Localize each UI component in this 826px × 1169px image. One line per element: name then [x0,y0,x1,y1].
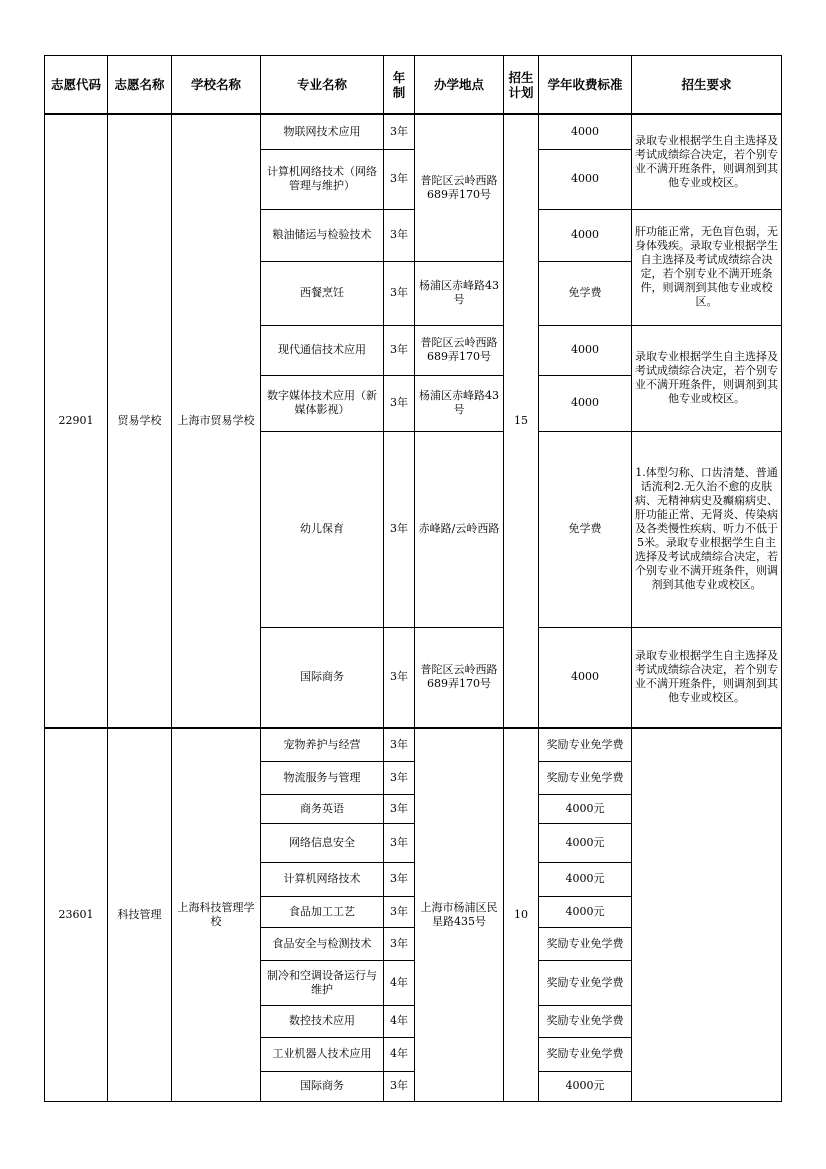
fee: 免学费 [539,431,632,627]
major-years: 3年 [384,114,415,149]
fee: 4000元 [539,862,632,896]
school-code: 22901 [45,114,108,728]
major-years: 3年 [384,862,415,896]
location: 杨浦区赤峰路43号 [415,375,504,431]
header-major: 专业名称 [261,56,384,115]
header-school: 学校名称 [172,56,261,115]
header-quota: 招生计划 [504,56,539,115]
fee: 4000 [539,209,632,261]
header-code: 志愿代码 [45,56,108,115]
header-requirements: 招生要求 [632,56,782,115]
major-years: 3年 [384,325,415,375]
requirement: 1.体型匀称、口齿清楚、普通话流利2.无久治不愈的皮肤病、无精神病史及癫痫病史、肝功能正常、无肾炎、传染病及各类慢性疾病、听力不低于5米。录取专业根据学生自主选择及考试成绩综合决定，若个别专业不满开班条件，则调剂到其他专业或校区。 [632,431,782,627]
major-name: 宠物养护与经营 [261,728,384,761]
header-fee: 学年收费标准 [539,56,632,115]
major-name: 数字媒体技术应用（新媒体影视） [261,375,384,431]
major-name: 现代通信技术应用 [261,325,384,375]
major-years: 3年 [384,375,415,431]
major-name: 计算机网络技术 [261,862,384,896]
fee: 4000 [539,325,632,375]
major-name: 数控技术应用 [261,1005,384,1037]
major-years: 4年 [384,1037,415,1071]
major-years: 3年 [384,896,415,927]
major-years: 3年 [384,209,415,261]
zhiyuan-name: 科技管理 [108,728,172,1101]
table-row [45,114,782,149]
fee: 免学费 [539,261,632,325]
major-name: 国际商务 [261,627,384,728]
fee: 4000元 [539,823,632,862]
major-years: 4年 [384,960,415,1005]
major-name: 粮油储运与检验技术 [261,209,384,261]
fee: 奖励专业免学费 [539,728,632,761]
major-name: 物联网技术应用 [261,114,384,149]
requirement: 录取专业根据学生自主选择及考试成绩综合决定，若个别专业不满开班条件，则调剂到其他专业或校区。 [632,114,782,209]
location: 普陀区云岭西路689弄170号 [415,325,504,375]
admission-table [44,55,782,1102]
major-name: 网络信息安全 [261,823,384,862]
quota: 15 [504,114,539,728]
fee: 奖励专业免学费 [539,927,632,960]
major-years: 3年 [384,927,415,960]
major-years: 3年 [384,149,415,209]
requirement: 录取专业根据学生自主选择及考试成绩综合决定，若个别专业不满开班条件，则调剂到其他专业或校区。 [632,325,782,431]
major-years: 3年 [384,1071,415,1101]
requirement: 肝功能正常，无色盲色弱，无身体残疾。录取专业根据学生自主选择及考试成绩综合决定，若个别专业不满开班条件，则调剂到其他专业或校区。 [632,209,782,325]
fee: 奖励专业免学费 [539,1037,632,1071]
header-years: 年制 [384,56,415,115]
fee: 奖励专业免学费 [539,960,632,1005]
location: 普陀区云岭西路689弄170号 [415,627,504,728]
major-name: 物流服务与管理 [261,761,384,794]
table-row [45,728,782,761]
fee: 4000 [539,149,632,209]
location: 上海市杨浦区民星路435号 [415,728,504,1101]
requirement: 录取专业根据学生自主选择及考试成绩综合决定，若个别专业不满开班条件，则调剂到其他专业或校区。 [632,627,782,728]
fee: 4000 [539,375,632,431]
location: 普陀区云岭西路689弄170号 [415,114,504,261]
quota: 10 [504,728,539,1101]
major-years: 3年 [384,794,415,823]
school-name: 上海市贸易学校 [172,114,261,728]
location: 杨浦区赤峰路43号 [415,261,504,325]
fee: 4000元 [539,1071,632,1101]
major-name: 计算机网络技术（网络管理与维护） [261,149,384,209]
header-location: 办学地点 [415,56,504,115]
major-name: 幼儿保育 [261,431,384,627]
major-name: 国际商务 [261,1071,384,1101]
header-zhiyuan-name: 志愿名称 [108,56,172,115]
major-years: 3年 [384,761,415,794]
major-years: 4年 [384,1005,415,1037]
requirement [632,728,782,1101]
major-name: 食品加工工艺 [261,896,384,927]
location: 赤峰路/云岭西路 [415,431,504,627]
fee: 奖励专业免学费 [539,761,632,794]
school-name: 上海科技管理学校 [172,728,261,1101]
fee: 奖励专业免学费 [539,1005,632,1037]
major-years: 3年 [384,627,415,728]
major-years: 3年 [384,261,415,325]
major-name: 制冷和空调设备运行与维护 [261,960,384,1005]
major-years: 3年 [384,823,415,862]
fee: 4000 [539,114,632,149]
school-code: 23601 [45,728,108,1101]
major-name: 食品安全与检测技术 [261,927,384,960]
fee: 4000 [539,627,632,728]
fee: 4000元 [539,794,632,823]
major-years: 3年 [384,431,415,627]
major-name: 西餐烹饪 [261,261,384,325]
major-years: 3年 [384,728,415,761]
header-row [45,56,782,115]
zhiyuan-name: 贸易学校 [108,114,172,728]
major-name: 商务英语 [261,794,384,823]
major-name: 工业机器人技术应用 [261,1037,384,1071]
fee: 4000元 [539,896,632,927]
